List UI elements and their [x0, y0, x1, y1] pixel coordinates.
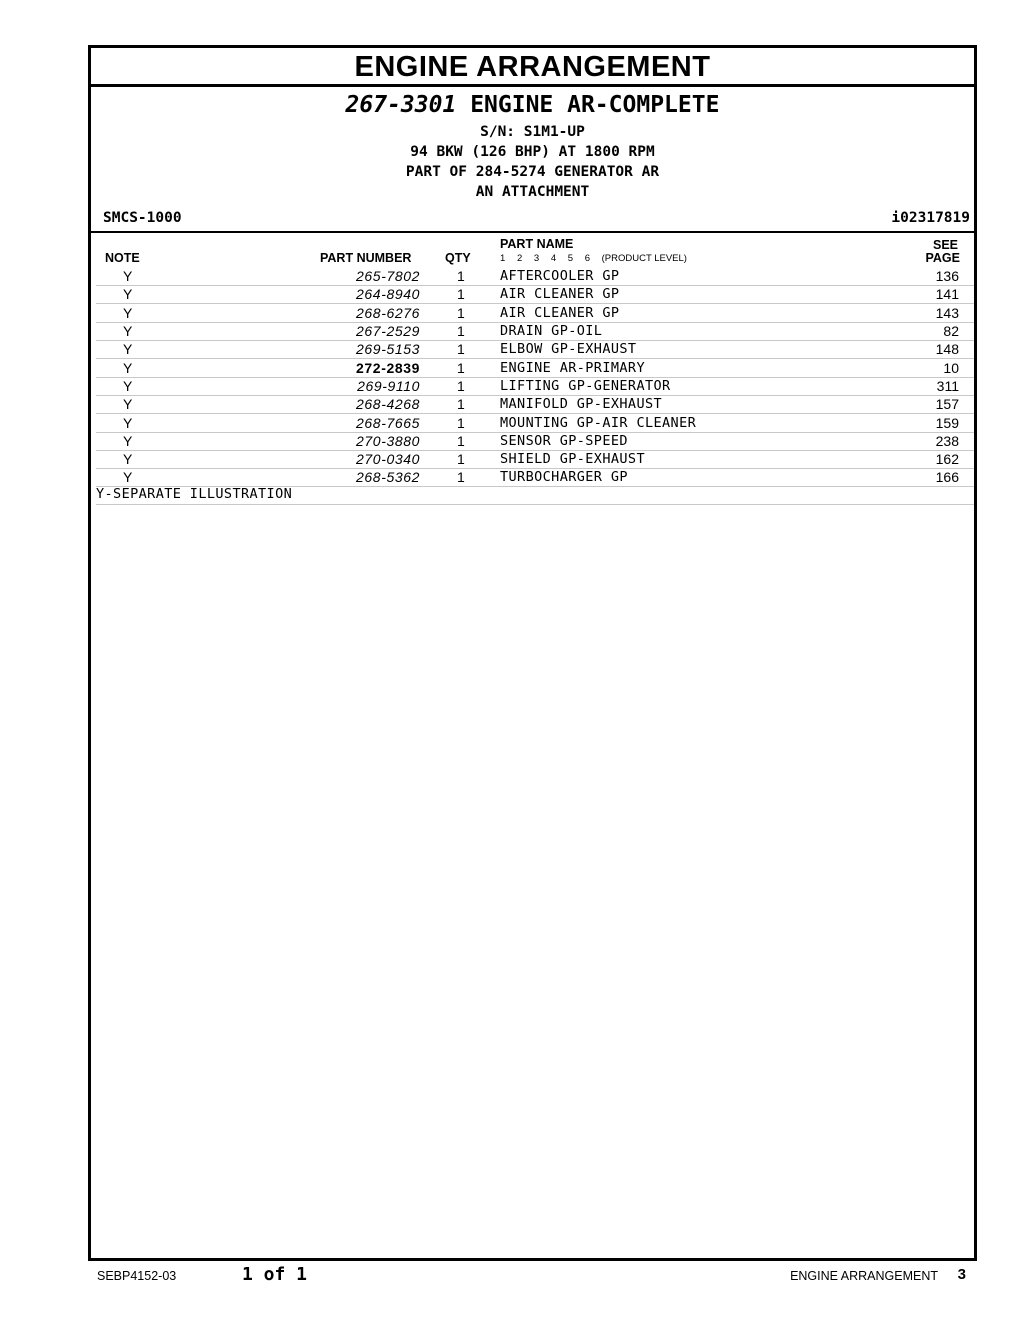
row-part-name: ENGINE AR-PRIMARY	[500, 360, 645, 376]
smcs-code: SMCS-1000	[103, 210, 182, 226]
row-note: Y	[123, 451, 133, 467]
assembly-heading	[91, 92, 974, 118]
table-row	[96, 432, 974, 451]
table-row	[96, 395, 974, 414]
section-title: ENGINE ARRANGEMENT	[91, 48, 974, 87]
row-part-number: 269-9110	[357, 378, 420, 394]
row-qty: 1	[457, 378, 465, 394]
parent-assembly: PART OF 284-5274 GENERATOR AR	[405, 164, 660, 180]
row-page: 159	[935, 415, 959, 431]
row-part-number: 268-4268	[356, 396, 420, 412]
row-page: 162	[935, 451, 959, 467]
col-note-header: NOTE	[105, 251, 140, 265]
row-part-name: MANIFOLD GP-EXHAUST	[500, 396, 663, 412]
row-note: Y	[123, 286, 133, 302]
row-part-name: DRAIN GP-OIL	[500, 323, 603, 339]
row-part-number: 268-6276	[356, 305, 420, 321]
row-note: Y	[123, 415, 133, 431]
table-row	[96, 285, 974, 304]
row-part-name: LIFTING GP-GENERATOR	[500, 378, 671, 394]
serial-number: S/N: S1M1-UP	[480, 124, 585, 140]
level-1: 1	[500, 253, 506, 264]
table-row	[96, 322, 974, 341]
row-note: Y	[123, 360, 133, 376]
row-page: 141	[935, 286, 959, 302]
table-row	[96, 414, 974, 433]
level-6: 6	[584, 253, 590, 264]
power-rating: 94 BKW (126 BHP) AT 1800 RPM	[410, 144, 655, 160]
table-row	[96, 340, 974, 359]
row-page: 148	[935, 341, 959, 357]
footer-page-of: 1 of 1	[242, 1264, 308, 1285]
row-note: Y	[123, 323, 133, 339]
row-note: Y	[123, 305, 133, 321]
row-part-number: 272-2839	[356, 360, 420, 376]
assembly-part-number: 267-3301	[345, 92, 457, 118]
row-qty: 1	[457, 323, 465, 339]
row-part-number: 268-7665	[356, 415, 420, 431]
row-page: 136	[935, 268, 959, 284]
attachment-note: AN ATTACHMENT	[475, 184, 590, 200]
level-4: 4	[550, 253, 557, 264]
assembly-title: ENGINE AR-COMPLETE	[470, 92, 720, 118]
row-qty: 1	[457, 415, 465, 431]
col-see-header: SEE	[932, 238, 958, 252]
illustration-id: i02317819	[891, 210, 970, 226]
row-page: 157	[935, 396, 959, 412]
col-part-name-header: PART NAME	[500, 237, 574, 251]
col-part-number-header: PART NUMBER	[320, 251, 412, 265]
footnote: Y-SEPARATE ILLUSTRATION	[96, 486, 974, 505]
row-note: Y	[123, 396, 133, 412]
footer-section: ENGINE ARRANGEMENT	[790, 1269, 938, 1283]
row-page: 143	[935, 305, 959, 321]
row-qty: 1	[457, 469, 465, 485]
row-part-name: TURBOCHARGER GP	[500, 469, 628, 485]
col-qty-header: QTY	[445, 251, 471, 265]
level-5: 5	[567, 253, 574, 264]
document-frame	[88, 45, 977, 1261]
table-row	[96, 450, 974, 469]
col-page-header: PAGE	[925, 251, 960, 265]
row-note: Y	[123, 268, 133, 284]
row-page: 82	[943, 323, 959, 339]
row-part-name: ELBOW GP-EXHAUST	[500, 341, 637, 357]
footer-page-number: 3	[957, 1266, 966, 1283]
row-qty: 1	[457, 305, 465, 321]
row-page: 238	[935, 433, 959, 449]
row-qty: 1	[457, 451, 465, 467]
row-part-number: 267-2529	[356, 323, 420, 339]
row-qty: 1	[457, 396, 465, 412]
table-row	[96, 377, 974, 396]
row-part-name: SENSOR GP-SPEED	[500, 433, 628, 449]
row-part-number: 268-5362	[356, 469, 420, 485]
row-part-number: 270-0340	[356, 451, 420, 467]
row-qty: 1	[457, 360, 465, 376]
product-levels	[500, 253, 696, 264]
row-part-name: AIR CLEANER GP	[500, 286, 620, 302]
row-note: Y	[123, 469, 133, 485]
row-page: 10	[943, 360, 959, 376]
row-part-number: 264-8940	[356, 286, 420, 302]
row-page: 311	[936, 378, 959, 394]
table-row	[96, 359, 974, 378]
row-note: Y	[123, 433, 133, 449]
row-part-name: SHIELD GP-EXHAUST	[500, 451, 645, 467]
row-part-name: MOUNTING GP-AIR CLEANER	[500, 415, 697, 431]
product-level-label: (PRODUCT LEVEL)	[601, 253, 687, 264]
row-qty: 1	[457, 268, 465, 284]
row-part-number: 265-7802	[356, 268, 420, 284]
row-part-number: 269-5153	[356, 341, 420, 357]
row-note: Y	[123, 341, 133, 357]
row-qty: 1	[457, 341, 465, 357]
row-part-number: 270-3880	[356, 433, 420, 449]
table-row	[96, 304, 974, 323]
header-divider	[91, 231, 974, 233]
table-row	[96, 267, 974, 286]
table-row	[96, 468, 974, 487]
row-part-name: AFTERCOOLER GP	[500, 268, 620, 284]
level-3: 3	[533, 253, 540, 264]
row-part-name: AIR CLEANER GP	[500, 305, 620, 321]
row-qty: 1	[457, 433, 465, 449]
footer-doc-id: SEBP4152-03	[97, 1269, 177, 1283]
row-qty: 1	[457, 286, 465, 302]
row-note: Y	[123, 378, 133, 394]
level-2: 2	[516, 253, 523, 264]
row-page: 166	[935, 469, 959, 485]
